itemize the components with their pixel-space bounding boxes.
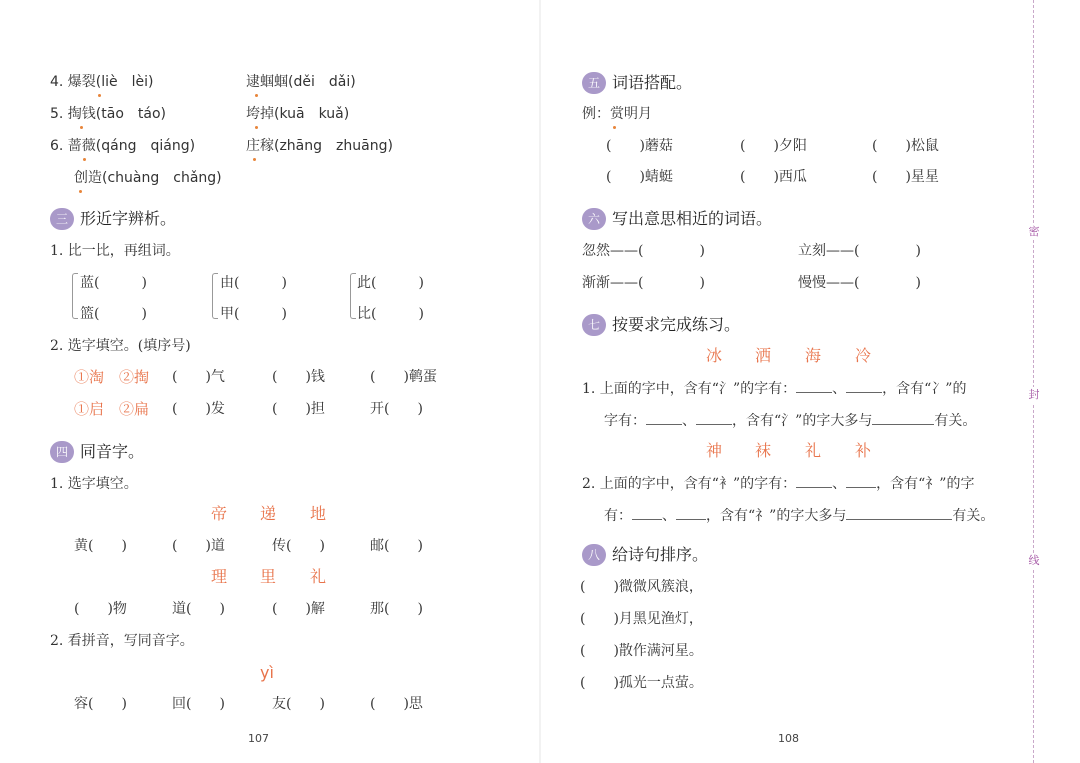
item-4-b: 逮蝈蝈(děi dǎi) (246, 74, 356, 90)
poem-line-2: ( )月黑见渔灯， (580, 611, 703, 627)
sec7-chars2-0: 神 (706, 441, 723, 460)
section-7-badge: 七 (582, 314, 606, 336)
seal-mark-3: 线 (1026, 553, 1042, 569)
sec7-chars2-1: 袜 (755, 441, 772, 460)
sec7-q2-line1: 2. 上面的字中，含有“衤”的字有： 、 ，含有“礻”的字 (582, 473, 974, 494)
section-5-title: 词语搭配。 (612, 73, 693, 92)
poem-line-4: ( )孤光一点萤。 (580, 675, 703, 691)
sec4-row2-3: 那( ) (370, 601, 423, 617)
item-5-a: 5. 掏钱(tāo táo) (50, 106, 166, 122)
page-number-right: 108 (778, 732, 799, 745)
sec4-row2-1: 道( ) (172, 601, 225, 617)
sec4-q2: 2. 看拼音，写同音字。 (50, 633, 194, 649)
chars1-2: 地 (310, 504, 327, 523)
group3-b: 比( ) (357, 306, 424, 322)
row1-item-2: ( )钱 (272, 369, 325, 385)
seal-mark-1: 密 (1026, 224, 1042, 240)
sec4-row3-0: 容( ) (74, 696, 127, 712)
sec5-row1-2: ( )松鼠 (872, 138, 939, 154)
chars2-1: 里 (260, 567, 277, 586)
sec4-q1: 1. 选字填空。 (50, 476, 138, 492)
row1-options: ①淘 ②掏 (74, 368, 150, 386)
page-number-left: 107 (248, 732, 269, 745)
group3-a: 此( ) (357, 275, 424, 291)
sec7-q2-line2: 有： 、 ，含有“礻”的字大多与 有关。 (604, 505, 994, 526)
section-3-title: 形近字辨析。 (80, 209, 177, 228)
section-4-title: 同音字。 (80, 442, 145, 461)
poem-line-3: ( )散作满河星。 (580, 643, 703, 659)
row2-item-1: ( )发 (172, 401, 225, 417)
section-6-title: 写出意思相近的词语。 (612, 209, 773, 228)
sec4-row3-3: ( )思 (370, 696, 423, 712)
row1-item-1: ( )气 (172, 369, 225, 385)
sec7-chars1-3: 冷 (855, 346, 872, 365)
section-6-badge: 六 (582, 208, 606, 230)
sec4-row1-3: 邮( ) (370, 538, 423, 554)
sec3-q2: 2. 选字填空。(填序号) (50, 338, 191, 354)
sec6-item-0: 忽然——( ) (582, 243, 705, 259)
sec7-q1-line2: 字有： 、 ，含有“氵”的字大多与 有关。 (604, 410, 976, 431)
chars1-0: 帝 (211, 504, 228, 523)
section-8-title: 给诗句排序。 (612, 545, 709, 564)
pinyin-yi: yì (260, 663, 274, 682)
sec4-row1-1: ( )道 (172, 538, 225, 554)
sec4-row1-0: 黄( ) (74, 538, 127, 554)
sec5-example: 例：赏明月 (582, 106, 652, 122)
sec5-row1-0: ( )蘑菇 (606, 138, 673, 154)
group2-b: 甲( ) (220, 306, 287, 322)
sec5-row2-0: ( )蜻蜓 (606, 169, 673, 185)
sec6-item-1: 立刻——( ) (798, 243, 921, 259)
sec4-row3-1: 回( ) (172, 696, 225, 712)
item-4-a: 4. 爆裂(liè lèi) (50, 74, 154, 90)
sec4-row2-2: ( )解 (272, 601, 325, 617)
sec7-chars1-2: 海 (805, 346, 822, 365)
sec4-row3-2: 友( ) (272, 696, 325, 712)
sec7-chars1-0: 冰 (706, 346, 723, 365)
chars2-0: 理 (211, 567, 228, 586)
sec6-item-2: 渐渐——( ) (582, 275, 705, 291)
item-6-a: 6. 蔷薇(qáng qiáng) (50, 138, 196, 154)
seal-mark-2: 封 (1026, 387, 1042, 403)
sec4-row1-2: 传( ) (272, 538, 325, 554)
row2-item-3: 开( ) (370, 401, 423, 417)
row2-options: ①启 ②扁 (74, 400, 150, 418)
sec7-chars1-1: 洒 (755, 346, 772, 365)
sec5-row2-2: ( )星星 (872, 169, 939, 185)
chars1-1: 递 (260, 504, 277, 523)
seal-line (1033, 0, 1034, 763)
sec3-q1: 1. 比一比，再组词。 (50, 243, 180, 259)
group1-b: 篮( ) (80, 306, 147, 322)
sec5-row2-1: ( )西瓜 (740, 169, 807, 185)
page-fold (539, 0, 541, 763)
chars2-2: 礼 (310, 567, 327, 586)
item-6-b: 庄稼(zhāng zhuāng) (246, 138, 393, 154)
group2-a: 由( ) (220, 275, 287, 291)
sec7-q1-line1: 1. 上面的字中，含有“氵”的字有： 、 ，含有“冫”的 (582, 378, 966, 399)
section-5-badge: 五 (582, 72, 606, 94)
sec4-row2-0: ( )物 (74, 601, 127, 617)
section-3-badge: 三 (50, 208, 74, 230)
section-4-badge: 四 (50, 441, 74, 463)
sec6-item-3: 慢慢——( ) (798, 275, 921, 291)
sec7-chars2-2: 礼 (805, 441, 822, 460)
group1-a: 蓝( ) (80, 275, 147, 291)
poem-line-1: ( )微微风簇浪， (580, 579, 703, 595)
item-5-b: 垮掉(kuā kuǎ) (246, 106, 350, 122)
sec5-row1-1: ( )夕阳 (740, 138, 807, 154)
section-7-title: 按要求完成练习。 (612, 315, 741, 334)
section-8-badge: 八 (582, 544, 606, 566)
row2-item-2: ( )担 (272, 401, 325, 417)
item-6-extra: 创造(chuàng chǎng) (74, 170, 222, 186)
row1-item-3: ( )鹌蛋 (370, 369, 437, 385)
sec7-chars2-3: 补 (855, 441, 872, 460)
